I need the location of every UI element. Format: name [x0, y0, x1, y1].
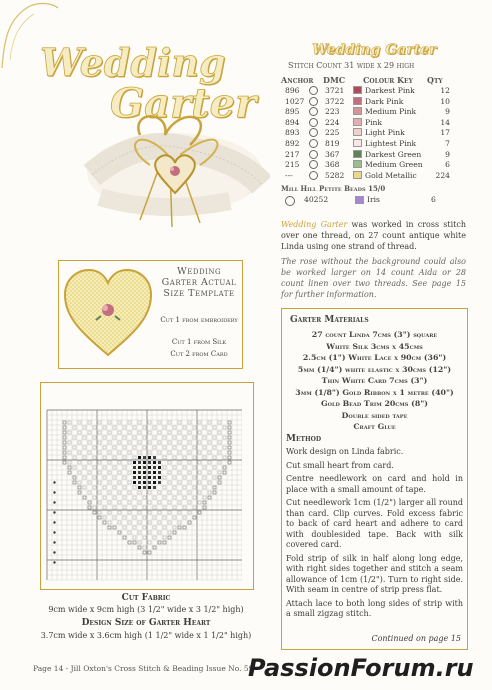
- materials-box: [281, 308, 468, 650]
- cut-fabric-title: Cut Fabric: [121, 593, 171, 603]
- anchor-header: Anchor: [281, 75, 314, 85]
- heart-size-text: 3.7cm wide x 3.6cm high (1 1/2" wide x 1 1/2" high): [40, 631, 252, 640]
- colour-swatch: [353, 150, 362, 158]
- method-step: Work design on Linda fabric.: [286, 447, 404, 456]
- cut-fabric-text: 9cm wide x 9cm high (3 1/2" wide x 3 1/2" high): [48, 605, 244, 614]
- stitch-symbol-icon: [309, 86, 318, 95]
- thread-qty: 14: [440, 117, 450, 127]
- dmc-number: 368: [325, 160, 340, 170]
- key-row: [281, 150, 456, 160]
- dmc-number: 3721: [325, 86, 345, 95]
- colour-name: Dark Pink: [365, 96, 404, 106]
- qty-header: Qty: [427, 75, 443, 85]
- stitch-symbol-icon: [309, 171, 318, 180]
- key-title: Wedding Garter: [312, 42, 437, 58]
- materials-list: [286, 329, 463, 433]
- bead-colour: Iris: [367, 195, 380, 204]
- material-item: 5mm (1/4") white elastic x 30cms (12"): [297, 364, 452, 374]
- bead-row: [281, 195, 456, 205]
- key-row: [281, 107, 456, 117]
- stitch-symbol-icon: [309, 97, 318, 106]
- material-item: 3mm (1/8") Gold Ribbon x 1 metre (40"): [295, 387, 454, 397]
- key-row: [281, 171, 456, 181]
- bead-symbol-icon: [285, 196, 295, 206]
- intro-lead: Wedding Garter: [281, 220, 348, 229]
- dmc-number: 819: [325, 139, 340, 148]
- template-title: Wedding Garter Actual Size Template: [161, 266, 237, 299]
- dmc-number: 5282: [325, 170, 345, 180]
- material-item: Gold Bead Trim 20cms (8"): [320, 399, 428, 408]
- intro-p1: was worked in cross stitch over one thread, on 27 count antique white Linda using one strand of thread.: [281, 220, 466, 251]
- watermark: PassionForum.ru: [248, 654, 474, 682]
- colour-swatch: [353, 107, 362, 115]
- stitch-count: Stitch Count 31 wide x 29 high: [288, 61, 415, 70]
- anchor-number: 1027: [285, 96, 305, 106]
- material-item: Double sided tape: [341, 410, 408, 420]
- material-item: 27 count Linda 7cms (3") square: [311, 330, 438, 339]
- anchor-number: 215: [285, 160, 300, 170]
- colour-name: Darkest Pink: [365, 86, 415, 95]
- method-step: Centre needlework on card and hold in place with a small amount of tape.: [286, 474, 463, 494]
- thread-qty: 224: [435, 170, 450, 180]
- material-item: Thin White Card 7cms (3"): [321, 376, 428, 385]
- dmc-number: 225: [325, 128, 340, 138]
- intro-p2: The rose without the background could also be worked larger on 14 count Aida or 28 count linen over two threads. See page 15 for further information.: [281, 257, 466, 299]
- anchor-number: ---: [285, 170, 293, 180]
- stitch-symbol-icon: [309, 128, 318, 137]
- material-item: 2.5cm (1") White Lace x 90cm (36"): [302, 353, 447, 362]
- page-title-line2: Garter: [110, 80, 257, 127]
- key-row: [281, 97, 456, 107]
- colour-swatch: [353, 97, 362, 105]
- thread-qty: 10: [440, 96, 450, 106]
- heart-template-icon: [63, 267, 153, 359]
- key-row: [281, 118, 456, 128]
- material-item: Craft Glue: [353, 422, 396, 431]
- colour-name: Medium Green: [365, 160, 423, 170]
- colour-name: Pink: [365, 117, 383, 127]
- materials-title: Garter Materials: [290, 315, 369, 325]
- anchor-number: 217: [285, 149, 300, 159]
- stitch-symbol-icon: [309, 150, 318, 159]
- method-step: Cut small heart from card.: [286, 460, 394, 470]
- method-step: Cut needlework 1cm (1/2") larger all round than card. Clip curves. Fold excess fabric to back of card heart and adhere to card with doublesided tape. Back with silk covered card.: [286, 498, 463, 549]
- key-row: [281, 128, 456, 138]
- stitch-symbol-icon: [309, 118, 318, 127]
- anchor-number: 896: [285, 86, 300, 95]
- anchor-number: 892: [285, 139, 300, 148]
- dmc-number: 223: [325, 107, 340, 117]
- key-row: [281, 86, 456, 96]
- method-title: Method: [286, 434, 322, 444]
- colour-swatch: [353, 171, 362, 179]
- dmc-header: DMC: [323, 75, 346, 85]
- material-item: White Silk 3cms x 45cms: [326, 341, 423, 351]
- footer-text: Page 14 - Jill Oxton's Cross Stitch & Beading Issue No. 59: [33, 664, 254, 673]
- anchor-number: 893: [285, 128, 300, 138]
- intro-text: [281, 219, 466, 252]
- thread-qty: 17: [440, 128, 450, 138]
- colour-swatch: [353, 128, 362, 136]
- template-line1: Cut 1 from embroidery: [160, 316, 238, 324]
- heart-size-title: Design Size of Garter Heart: [81, 618, 211, 628]
- thread-qty: 7: [445, 139, 450, 148]
- page-title-line1: Wedding: [40, 40, 226, 85]
- beads-title: Mill Hill Petite Beads 15/0: [281, 184, 386, 193]
- colour-name: Gold Metallic: [365, 170, 417, 180]
- template-line3: Cut 2 from Card: [170, 350, 228, 358]
- chart-gold-border: [40, 382, 254, 590]
- method-list: [286, 447, 463, 623]
- colour-swatch: [353, 118, 362, 126]
- dmc-number: 367: [325, 149, 340, 159]
- colour-swatch: [353, 86, 362, 94]
- colour-name: Darkest Green: [365, 149, 422, 159]
- template-box: [58, 260, 243, 369]
- thread-qty: 9: [445, 149, 450, 159]
- dmc-number: 3722: [325, 96, 345, 106]
- template-line2: Cut 1 from Silk: [171, 338, 227, 346]
- dmc-number: 224: [325, 117, 340, 127]
- anchor-number: 894: [285, 117, 300, 127]
- garter-photo: [80, 105, 270, 230]
- colour-name: Medium Pink: [365, 107, 417, 117]
- bead-code: 40252: [304, 195, 329, 204]
- key-header: [281, 75, 456, 85]
- stitch-symbol-icon: [309, 160, 318, 169]
- method-step: Fold strip of silk in half along long edge, with right sides together and stitch a seam allowance of 1cm (1/2"). Turn to right side. With seam in centre of strip press flat.: [286, 553, 463, 594]
- colour-swatch: [353, 139, 362, 147]
- colour-name: Light Pink: [365, 128, 405, 138]
- thread-qty: 6: [445, 160, 450, 170]
- thread-qty: 9: [445, 107, 450, 117]
- colour-swatch: [353, 160, 362, 168]
- bead-qty: 6: [431, 195, 436, 204]
- continued-note: Continued on page 15: [371, 634, 461, 643]
- key-row: [281, 139, 456, 149]
- thread-qty: 12: [440, 86, 450, 95]
- anchor-number: 895: [285, 107, 300, 117]
- colour-name: Lightest Pink: [365, 139, 417, 148]
- stitch-symbol-icon: [309, 107, 318, 116]
- method-step: Attach lace to both long sides of strip with a small zigzag stitch.: [286, 598, 463, 618]
- colour-header: Colour Key: [363, 75, 413, 85]
- stitch-symbol-icon: [309, 139, 318, 148]
- bead-swatch: [355, 196, 364, 204]
- key-row: [281, 160, 456, 170]
